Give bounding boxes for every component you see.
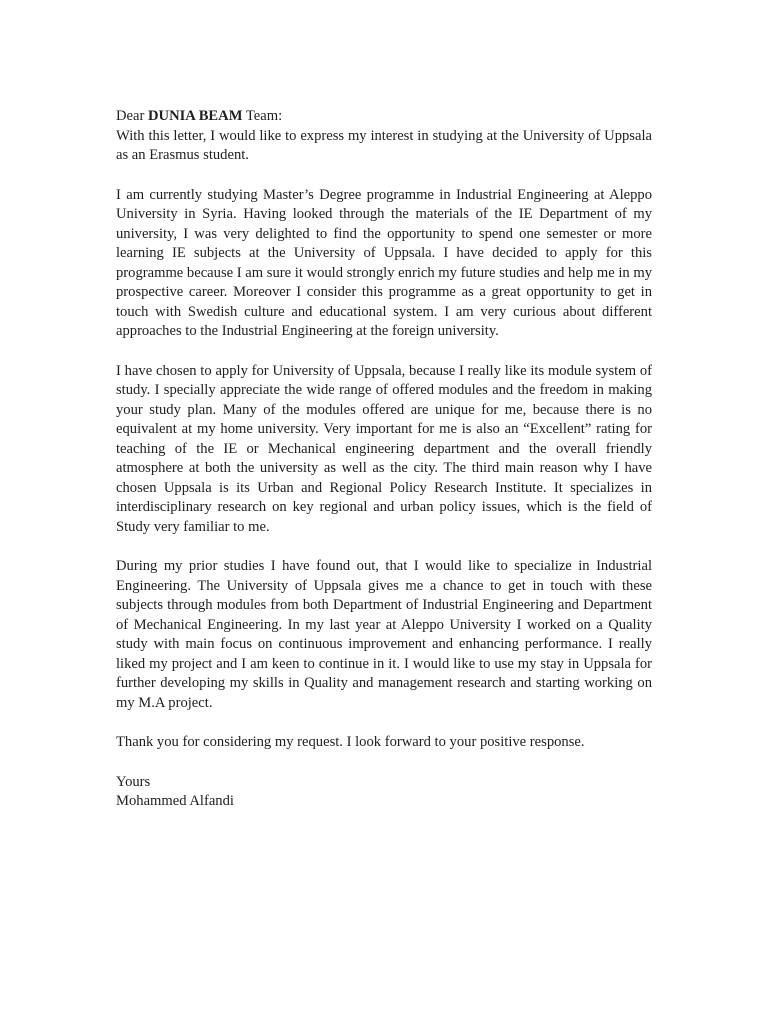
paragraph-reasons: I have chosen to apply for University of Uppsala, because I really like its module system of study. I specially appreciate the wide range of offered modules and the freedom in making your study plan. Many of the modules offered are unique for me, because there is no equivalent at my home university. Very important for me is also an “Excellent” rating for teaching of the IE or Mechanical engineering department and the overall friendly atmosphere at both the university as well as the city. The third main reason why I have chosen Uppsala is its Urban and Regional Policy Research Institute. It specializes in interdisciplinary research on key regional and urban policy issues, which is the field of Study very familiar to me. [116, 362, 652, 535]
signoff: Yours [116, 773, 151, 790]
signature-name: Mohammed Alfandi [116, 793, 234, 809]
recipient-name: DUNIA BEAM [148, 108, 243, 124]
letter-body [116, 107, 652, 812]
paragraph-prior-studies: During my prior studies I have found out, that I would like to specialize in Industrial Engineering. The University of Uppsala gives me a chance to get in touch with these subjects through modules from both Department of Industrial Engineering and Department of Mechanical Engineering. In my last year at Aleppo University I worked on a Quality study with main focus on continuous improvement and enhancing performance. I really liked my project and I am keen to continue in it. I would like to use my stay in Uppsala for further developing my skills in Quality and management research and starting working on my M.A project. [116, 558, 652, 711]
salutation-prefix: Dear [116, 108, 149, 124]
salutation-suffix: Team: [242, 108, 283, 124]
closing-line: Thank you for considering my request. I look forward to your positive response. [116, 734, 585, 750]
paragraph-current-studies: I am currently studying Master’s Degree programme in Industrial Engineering at Aleppo University in Syria. Having looked through the materials of the IE Department of my university, I was very delighted to find the opportunity to spend one semester or more learning IE subjects at the University of Uppsala. I have decided to apply for this programme because I am sure it would strongly enrich my future studies and help me in my prospective career. Moreover I consider this programme as a great opportunity to get in touch with Swedish culture and educational system. I am very curious about different approaches to the Industrial Engineering at the foreign university. [116, 186, 652, 339]
salutation [116, 107, 652, 127]
paragraph-intro: With this letter, I would like to express my interest in studying at the University of Uppsala as an Erasmus student. [116, 127, 652, 163]
